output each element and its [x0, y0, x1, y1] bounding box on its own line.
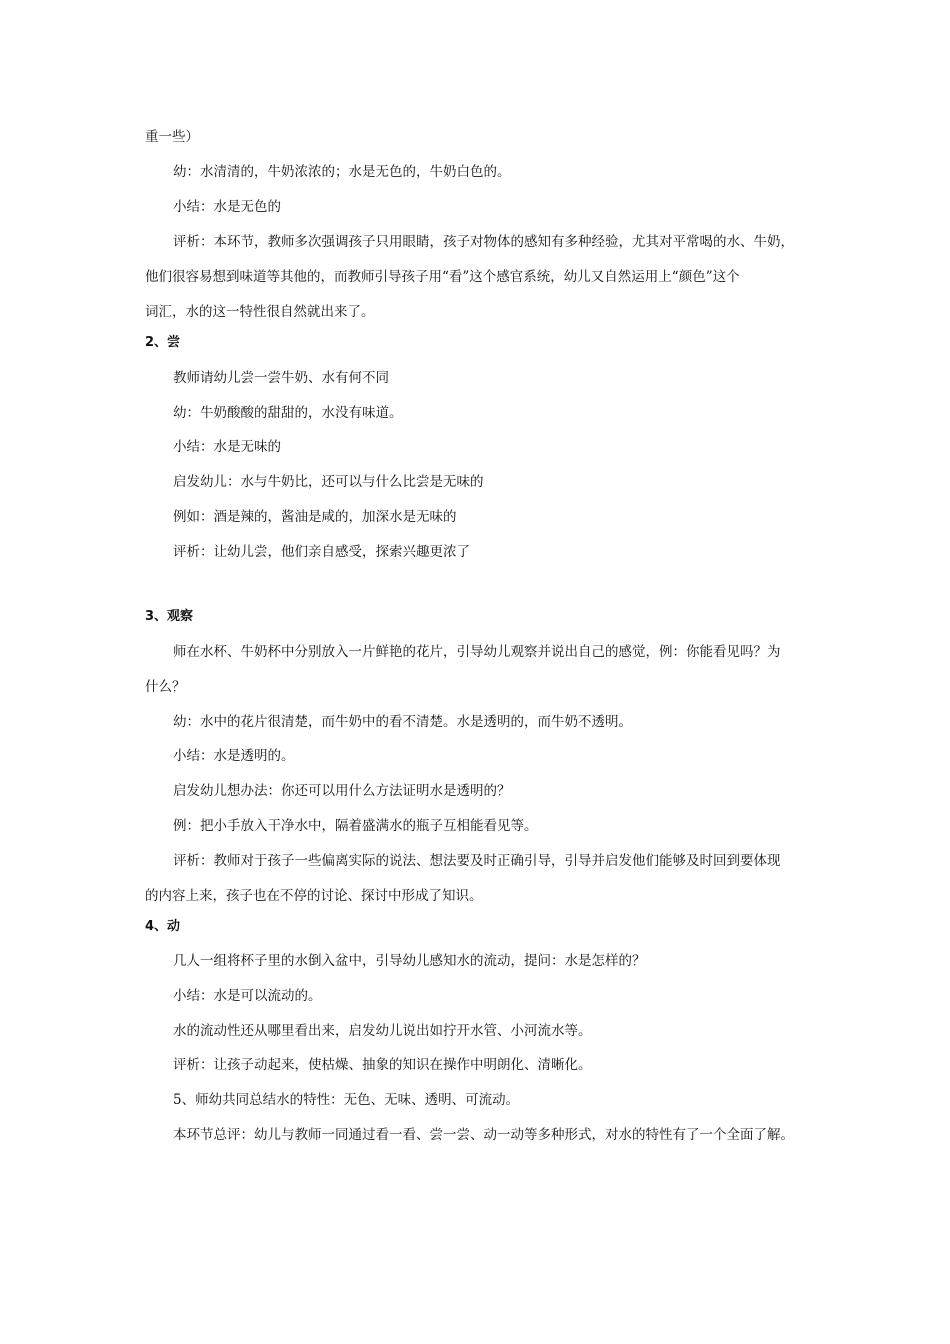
paragraph-line: 启发幼儿想办法：你还可以用什么方法证明水是透明的？	[173, 783, 511, 799]
paragraph-line: 什么？	[145, 679, 186, 695]
review-line: 评析：让孩子动起来，使枯燥、抽象的知识在操作中明朗化、清晰化。	[173, 1057, 592, 1073]
paragraph-line: 水的流动性还从哪里看出来，启发幼儿说出如拧开水管、小河流水等。	[173, 1023, 592, 1039]
paragraph-line: 评析：让幼儿尝，他们亲自感受，探索兴趣更浓了	[173, 544, 470, 560]
paragraph-line: 例如：酒是辣的，酱油是咸的，加深水是无味的	[173, 509, 457, 525]
paragraph-line: 师在水杯、牛奶杯中分别放入一片鲜艳的花片，引导幼儿观察并说出自己的感觉，例：你能看见吗？为	[173, 644, 781, 660]
paragraph-line: 幼：牛奶酸酸的甜甜的，水没有味道。	[173, 405, 403, 421]
paragraph-line: 几人一组将杯子里的水倒入盆中，引导幼儿感知水的流动，提问：水是怎样的？	[173, 953, 646, 969]
section-heading-taste: 2、尝	[145, 335, 181, 350]
paragraph-continuation: 重一些）	[145, 129, 199, 145]
paragraph-line: 启发幼儿：水与牛奶比，还可以与什么比尝是无味的	[173, 474, 484, 490]
review-line: 评析：教师对于孩子一些偏离实际的说法、想法要及时正确引导，引导并启发他们能够及时回到要体现	[173, 853, 781, 869]
paragraph-line: 幼：水中的花片很清楚，而牛奶中的看不清楚。水是透明的，而牛奶不透明。	[173, 714, 632, 730]
section-heading-move: 4、动	[145, 919, 181, 934]
review-line: 评析：本环节，教师多次强调孩子只用眼睛，孩子对物体的感知有多种经验，尤其对平常喝的水、牛奶，	[173, 234, 794, 250]
paragraph-line: 小结：水是无味的	[173, 439, 281, 455]
section-heading-observe: 3、观察	[145, 609, 194, 624]
child-answer: 幼：水清清的，牛奶浓浓的；水是无色的，牛奶白色的。	[173, 164, 511, 180]
paragraph-line: 教师请幼儿尝一尝牛奶、水有何不同	[173, 370, 389, 386]
overall-summary: 5、师幼共同总结水的特性：无色、无味、透明、可流动。	[173, 1092, 520, 1108]
review-line: 的内容上来，孩子也在不停的讨论、探讨中形成了知识。	[145, 888, 483, 904]
summary: 小结：水是无色的	[173, 199, 281, 215]
paragraph-line: 小结：水是可以流动的。	[173, 988, 322, 1004]
review-line: 他们很容易想到味道等其他的，而教师引导孩子用“看”这个感官系统，幼儿又自然运用上“颜色”这个	[145, 269, 740, 285]
paragraph-line: 例：把小手放入干净水中，隔着盛满水的瓶子互相能看见等。	[173, 818, 538, 834]
review-line: 词汇，水的这一特性很自然就出来了。	[145, 304, 375, 320]
overall-review: 本环节总评：幼儿与教师一同通过看一看、尝一尝、动一动等多种形式，对水的特性有了一个全面了解。	[173, 1127, 794, 1143]
paragraph-line: 小结：水是透明的。	[173, 748, 295, 764]
